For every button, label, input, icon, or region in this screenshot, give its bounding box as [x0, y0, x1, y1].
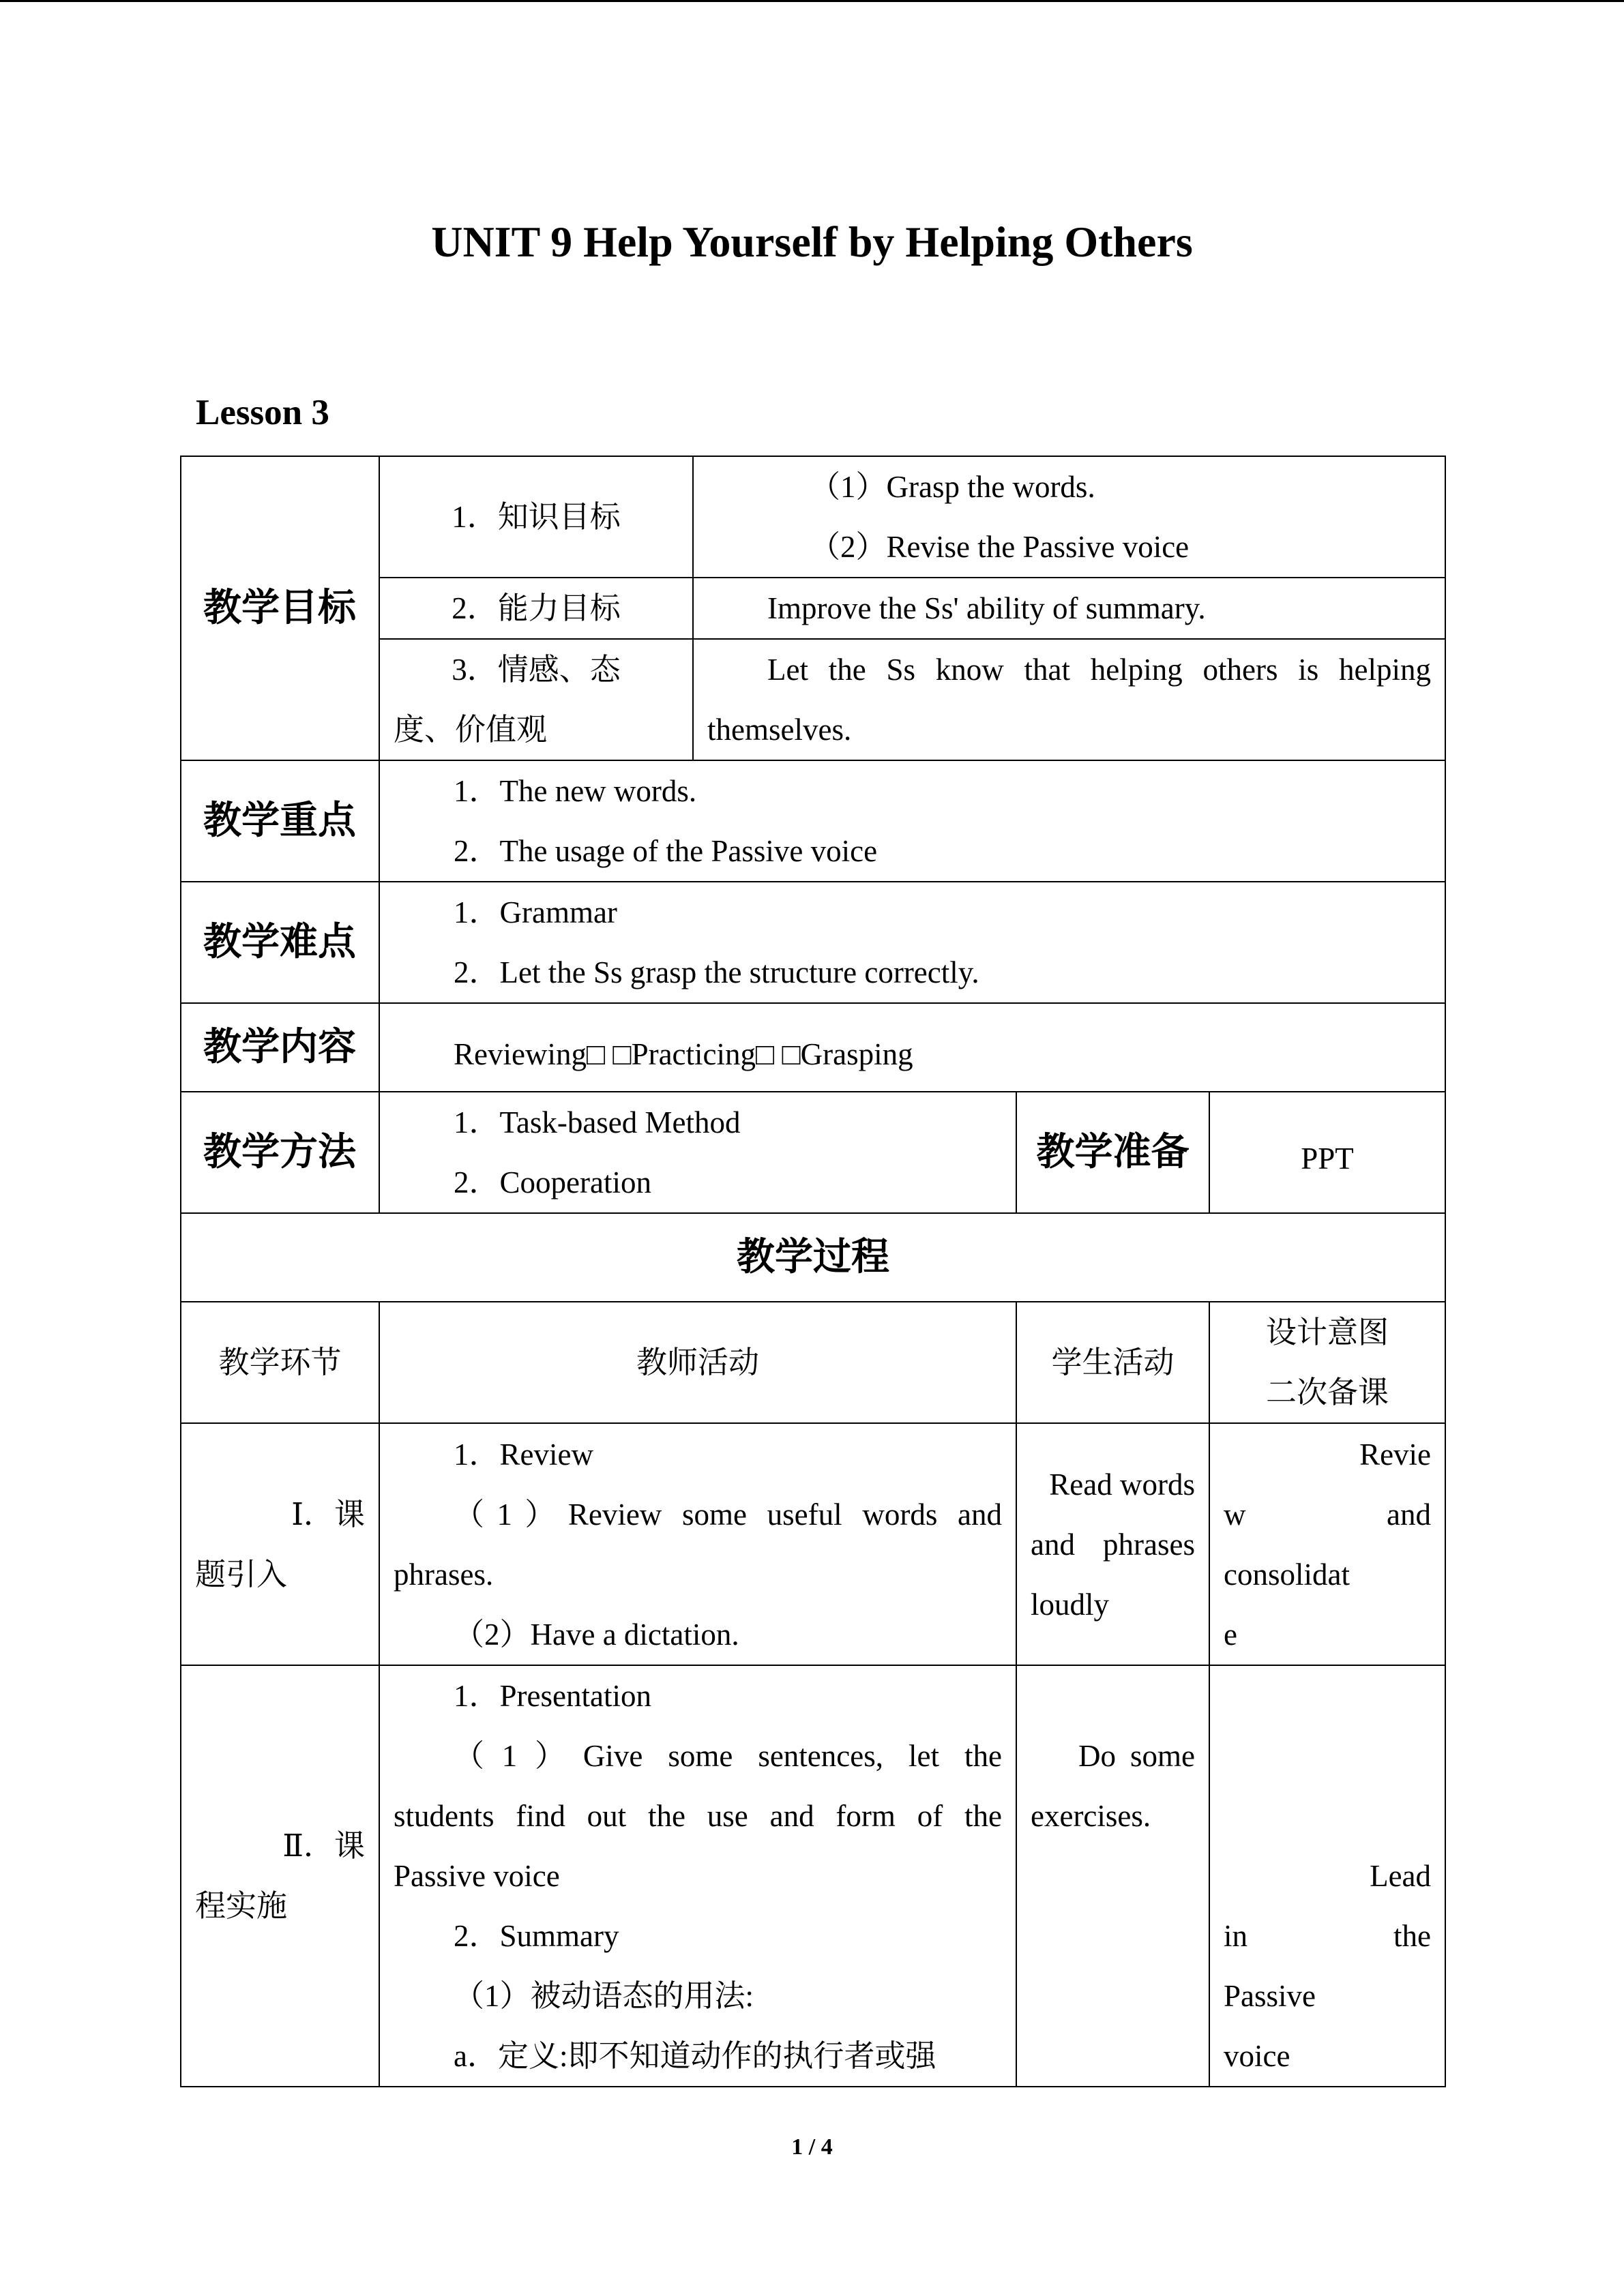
stage-line: Ⅰ．课 — [291, 1497, 365, 1532]
teacher-line: （2）Have a dictation. — [454, 1617, 739, 1652]
student-spacer — [1031, 1666, 1195, 1726]
student-line: exercises. — [1031, 1799, 1151, 1833]
teacher-line: （1）被动语态的用法: — [454, 1979, 754, 2013]
stage-intro — [181, 1423, 379, 1665]
ability-goal-content: Improve the Ss' ability of summary. — [693, 578, 1445, 639]
content-row — [181, 1003, 1445, 1092]
design-line: consolidat — [1224, 1557, 1350, 1592]
teacher-line: 2．Summary — [454, 1919, 619, 1953]
lesson-label: Lesson 3 — [196, 393, 329, 432]
lesson-plan-table — [180, 456, 1446, 2087]
knowledge-item: （1）Grasp the words. — [810, 470, 1095, 504]
process-title-row — [181, 1213, 1445, 1302]
header-design-line: 设计意图 — [1266, 1315, 1389, 1350]
content-text: Reviewing□ □Practicing□ □Grasping — [379, 1003, 1445, 1092]
method-item: 1．Task-based Method — [454, 1105, 741, 1139]
methods-label: 教学方法 — [181, 1092, 379, 1213]
design-intro — [1209, 1423, 1445, 1665]
student-line: Read words — [1049, 1467, 1195, 1502]
emotion-content-line: themselves. — [707, 713, 852, 747]
student-line: loudly — [1031, 1587, 1110, 1622]
header-student: 学生活动 — [1016, 1302, 1209, 1423]
process-header-row — [181, 1302, 1445, 1423]
difficulty-item: 2．Let the Ss grasp the structure correctly. — [454, 955, 979, 989]
preparation-label: 教学准备 — [1016, 1092, 1209, 1213]
teacher-line: students find out the use and form of the — [394, 1799, 1002, 1833]
teacher-line: Passive voice — [394, 1859, 560, 1893]
key-point-item: 2．The usage of the Passive voice — [454, 834, 878, 868]
teacher-line: phrases. — [394, 1557, 494, 1592]
student-activity-intro — [1016, 1423, 1209, 1665]
stage-line: 程实施 — [195, 1889, 288, 1923]
stage-implementation — [181, 1665, 379, 2087]
knowledge-item: （2）Revise the Passive voice — [810, 530, 1190, 564]
content-label: 教学内容 — [181, 1003, 379, 1092]
page-number: 1 / 4 — [791, 2134, 833, 2160]
difficulty-item: 1．Grammar — [454, 895, 617, 929]
emotion-label-line: 3．情感、态 — [452, 653, 621, 687]
preparation-value: PPT — [1209, 1092, 1445, 1213]
objectives-knowledge-row — [181, 456, 1445, 578]
emotion-goal-label — [379, 639, 693, 760]
methods-content — [379, 1092, 1016, 1213]
student-line: Do some — [1078, 1739, 1195, 1773]
process-row-implementation — [181, 1665, 1445, 2087]
student-activity-implementation — [1016, 1665, 1209, 2087]
emotion-label-line: 度、价值观 — [394, 713, 548, 747]
header-design-line: 二次备课 — [1266, 1375, 1389, 1410]
design-line: Passive — [1224, 1979, 1316, 2013]
process-row-intro — [181, 1423, 1445, 1665]
design-line: in the — [1224, 1919, 1432, 1953]
ability-goal-label: 2．能力目标 — [379, 578, 693, 639]
header-design — [1209, 1302, 1445, 1423]
knowledge-goal-content — [693, 456, 1445, 578]
teacher-line: 1．Review — [454, 1437, 593, 1472]
stage-line: 题引入 — [195, 1557, 288, 1592]
knowledge-goal-label: 1．知识目标 — [379, 456, 693, 578]
design-line: Lead — [1370, 1859, 1432, 1893]
design-line: voice — [1224, 2039, 1290, 2073]
difficulties-content — [379, 882, 1445, 1003]
method-item: 2．Cooperation — [454, 1165, 651, 1199]
header-stage: 教学环节 — [181, 1302, 379, 1423]
key-point-item: 1．The new words. — [454, 774, 697, 808]
teacher-line: （1）Give some sentences, let the — [454, 1739, 1002, 1773]
teacher-line: a．定义:即不知道动作的执行者或强 — [454, 2039, 936, 2073]
key-points-content — [379, 760, 1445, 882]
teacher-line: 1．Presentation — [454, 1679, 651, 1713]
document-title: UNIT 9 Help Yourself by Helping Others — [431, 218, 1193, 266]
key-points-label: 教学重点 — [181, 760, 379, 882]
stage-line: Ⅱ．课 — [282, 1829, 365, 1863]
difficulties-label: 教学难点 — [181, 882, 379, 1003]
design-line: w and — [1224, 1497, 1432, 1532]
design-implementation — [1209, 1665, 1445, 2087]
teacher-line: （1）Review some useful words and — [454, 1497, 1002, 1532]
methods-row — [181, 1092, 1445, 1213]
teacher-activity-implementation — [379, 1665, 1016, 2087]
objectives-label: 教学目标 — [181, 456, 379, 760]
design-line: e — [1224, 1617, 1237, 1652]
design-line: Revie — [1359, 1437, 1432, 1472]
emotion-content-line: Let the Ss know that helping others is helping — [767, 653, 1432, 687]
process-label: 教学过程 — [181, 1213, 1445, 1302]
difficulties-row — [181, 882, 1445, 1003]
teacher-activity-intro — [379, 1423, 1016, 1665]
key-points-row — [181, 760, 1445, 882]
student-line: and phrases — [1031, 1527, 1195, 1562]
header-teacher: 教师活动 — [379, 1302, 1016, 1423]
emotion-goal-content — [693, 639, 1445, 760]
top-border-line — [0, 0, 1624, 2]
